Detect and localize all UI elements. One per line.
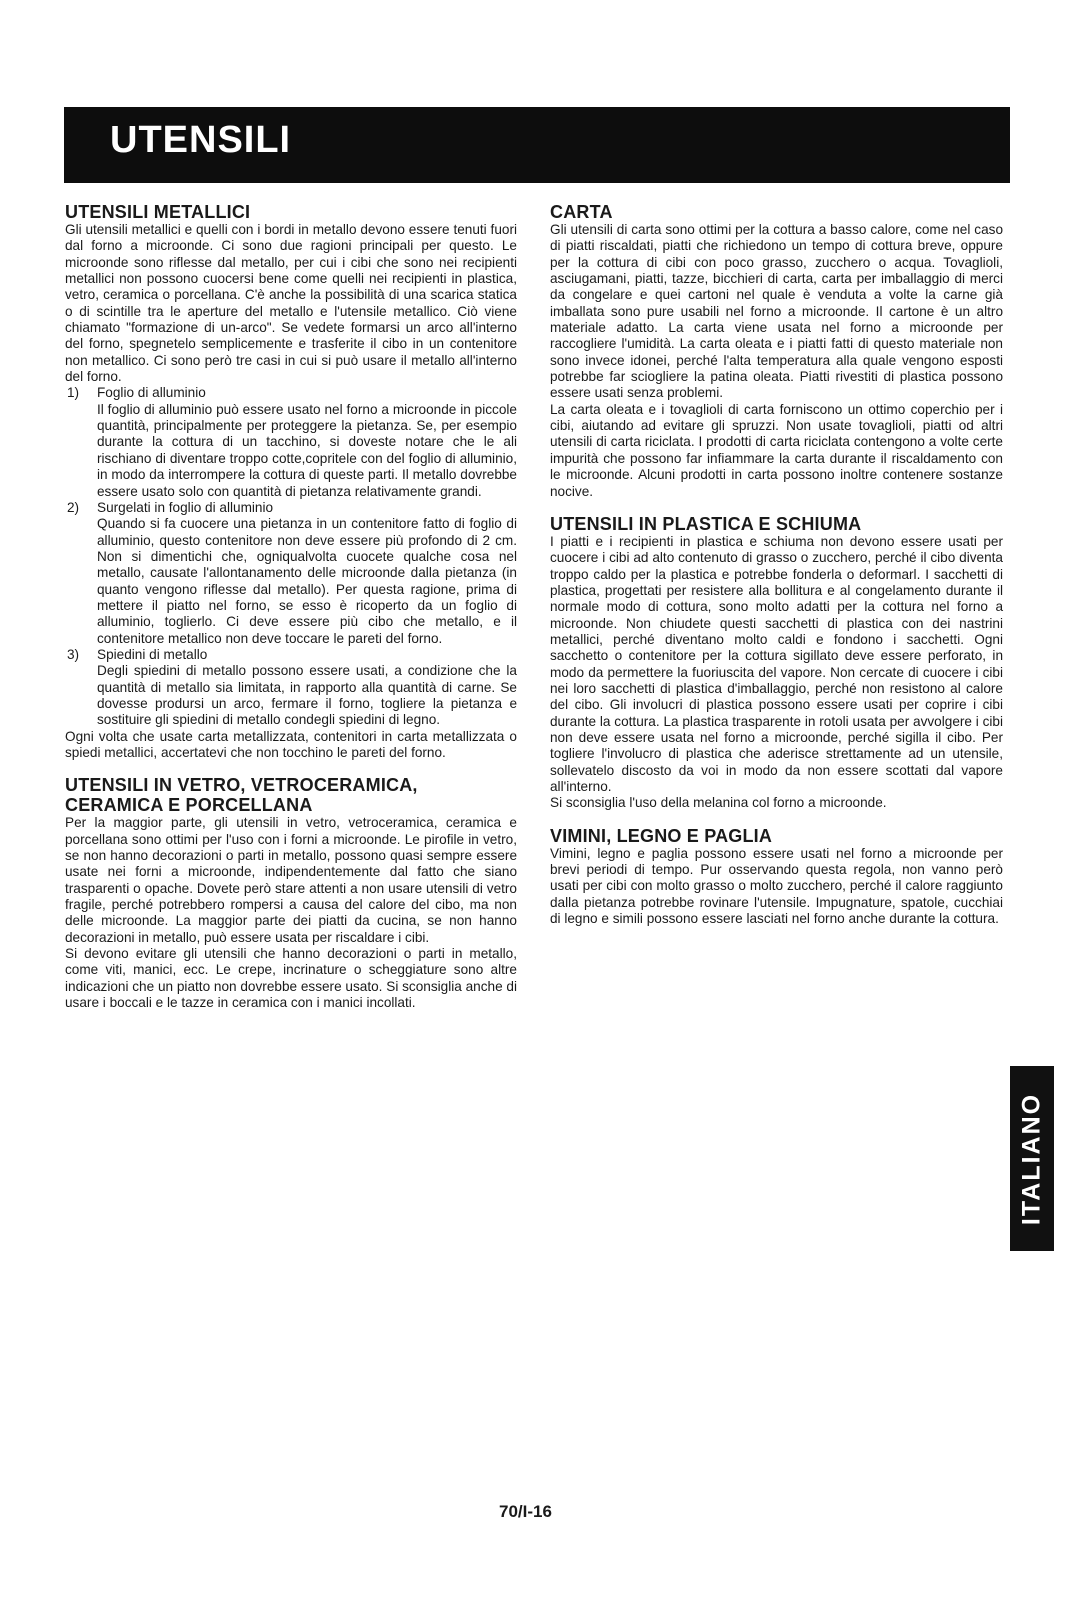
section-paragraph: I piatti e i recipienti in plastica e schiuma non devono essere usati per cuocere i cibi ad alto contenuto di grasso o zucchero, perché il cibo diventa troppo caldo per la plastica e potrebbe fonderla o deformarl. I sacchetti di plastica, progettati per resistere alla bollitura e al congelamento durante il normale modo di cottura, sono molto adatti per la cottura nel forno a microonde. Non chiudete questi sacchetti di plastica con dei nastrini metallici, perché diventano molto caldi e fondono i sacchetti. Ogni sacchetto o contenitore per la cottura sigillato deve essere perforato, in modo da permettere la fuoriuscita del vapore. Non cercate di cuocere i cibi nei loro sacchetti di plastica d'imballaggio, perché non resistono al calore del cibo. Gli involucri di plastica possono essere usati per coprire i cibi durante la cottura. La plastica trasparente in rotoli usata per avvolgere i cibi non deve essere usata nel forno a microonde, perché sigilla il cibo. Per togliere l'involucro di plastica che aderisce strettamente ad un utensile, sollevatelo discosto da voi in modo da non essere scottati dal vapore all'interno.	[550, 533, 1003, 794]
list-item	[65, 385, 517, 499]
section-paragraph: Si sconsiglia l'uso della melanina col forno a microonde.	[550, 795, 887, 811]
section-paragraph: Gli utensili metallici e quelli con i bordi in metallo devono essere tenuti fuori dal forno a microonde. Ci sono due ragioni principali per questo. Le microonde sono riflesse dal metallo, per cui i cibi che sono nei recipienti metallici non possono cuocersi bene come quelli nei recipienti in plastica, vetro, ceramica o porcellana. C'è anche la possibilità di una scarica statica o di scintille tra le aperture del metallo e l'utensile metallico. Ciò viene chiamato "formazione di un-arco". Se vedete formarsi un arco all'interno del forno, spegnetelo semplicemente e trasferite il cibo in un contenitore non metallico. Ci sono però tre casi in cui si può usare il metallo all'interno del forno.	[65, 222, 517, 385]
list-item-title: Surgelati in foglio di alluminio	[97, 499, 274, 515]
list-number: 3)	[67, 646, 80, 662]
language-label: ITALIANO	[1017, 1092, 1046, 1225]
list-item	[65, 647, 517, 729]
section-heading: UTENSILI IN PLASTICA E SCHIUMA	[550, 513, 862, 534]
list-item	[65, 500, 517, 647]
section-heading: UTENSILI IN VETRO, VETROCERAMICA, CERAMICA E PORCELLANA	[65, 775, 418, 816]
list-item-text: Quando si fa cuocere una pietanza in un contenitore fatto di foglio di alluminio, questo contenitore non deve essere più profondo di 2 cm. Non si dimentichi che, ogniqualvolta cuocete qualche cosa nel metallo, causate l'allontanamento delle microonde dalla pietanza (in quanto vengono riflesse dal metallo). Per questa ragione, prima di mettere il piatto nel forno, se esso è ricoperto da un foglio di alluminio, toglierlo. Ci deve essere più cibo che metallo, e il contenitore metallico non deve toccare le pareti del forno.	[97, 516, 517, 646]
list-item-title: Foglio di alluminio	[97, 385, 206, 401]
title-banner	[64, 107, 1010, 183]
section-glass-ceramic	[65, 775, 517, 1011]
section-metal-utensils	[65, 202, 517, 761]
page-number: 70/I-16	[499, 1502, 552, 1521]
list-item-text: Il foglio di alluminio può essere usato nel forno a microonde in piccole quantità, principalmente per proteggere la pietanza. Se, per esempio durante la cottura di un tacchino, si doveste notare che le ali rischiano di diventare troppo cotte,copritele con del foglio di alluminio, in modo da interrompere la cottura di queste parti. Il metallo dovrebbe essere usato solo con quantità di pietanza relativamente grandi.	[97, 401, 517, 499]
page-title: UTENSILI	[110, 119, 292, 161]
section-paragraph: La carta oleata e i tovaglioli di carta forniscono un ottimo coperchio per i cibi, aiutando ad evitare gli spruzzi. Non usate tovaglioli, piatti od altri utensili di carta riciclata. I prodotti di carta riciclata contengono a volte certe impurità che possono far infiammare la carta durante il riscaldamento con le microonde. Alcuni prodotti in carta possono inoltre contenere sostanze nocive.	[550, 401, 1003, 499]
section-heading: CARTA	[550, 202, 613, 222]
section-paper	[550, 202, 1003, 500]
list-number: 1)	[67, 385, 80, 401]
language-tab	[1010, 1066, 1054, 1251]
exception-list	[65, 385, 517, 728]
left-column	[65, 202, 517, 1011]
section-wicker-wood	[550, 826, 1003, 928]
section-paragraph: Vimini, legno e paglia possono essere usati nel forno a microonde per brevi periodi di tempo. Pur osservando questa regola, non vanno però usati per cibi con molto grasso o molto zucchero, perché il calore raggiunto dalla pietanza potrebbe rovinare l'utensile. Impugnature, spatole, cucchiai di legno e simili possono essere lasciati nel forno anche durante la cottura.	[550, 845, 1003, 927]
section-paragraph: Ogni volta che usate carta metallizzata, contenitori in carta metallizzata o spiedi metallici, accertatevi che non tocchino le pareti del forno.	[65, 728, 517, 760]
section-paragraph: Si devono evitare gli utensili che hanno decorazioni o parti in metallo, come viti, manici, ecc. Le crepe, incrinature o scheggiature sono altre indicazioni che un piatto non dovrebbe essere usato. Si sconsiglia anche di usare i boccali e le tazze in ceramica con i manici incollati.	[65, 946, 517, 1011]
right-column	[550, 202, 1003, 927]
section-heading: UTENSILI METALLICI	[65, 202, 251, 222]
list-item-title: Spiedini di metallo	[97, 646, 208, 662]
section-paragraph: Per la maggior parte, gli utensili in vetro, vetroceramica, ceramica e porcellana sono ottimi per l'uso con i forni a microonde. Le pirofile in vetro, se non hanno decorazioni o parti in metallo, possono quasi sempre essere usate nei forni a microonde, indipendentemente dal fatto che siano trasparenti o opache. Dovete però stare attenti a non usare utensili di vetro fragile, perché potrebbero rompersi a causa del calore del cibo, ma non delle microonde. La maggior parte dei piatti da cucina, se non hanno decorazioni in metallo, può essere usata per riscaldare i cibi.	[65, 815, 517, 945]
section-paragraph: Gli utensili di carta sono ottimi per la cottura a basso calore, come nel caso di piatti riscaldati, piatti che richiedono un tempo di cottura breve, oppure per la cottura di cibi con poco grasso, zucchero o acqua. Tovaglioli, asciugamani, piatti, tazze, bicchieri di carta, carta per imballaggio di merci da congelare e quei cartoni nel quale è venduta a volte la carne già imballata sono pure usabili nel forno a microonde. Il cartone è un altro materiale adatto. La carta viene usata nel forno a microonde per raccogliere l'umidità. La carta oleata e i piatti fatti di questo materiale non sono invece idonei, perché l'alta temperatura alla quale vengono esposti potrebbe far sciogliere la patina oleata. Piatti rivestiti di plastica possono essere usati senza problemi.	[550, 222, 1003, 401]
list-item-text: Degli spiedini di metallo possono essere usati, a condizione che la quantità di metallo sia limitata, in rapporto alla quantità di carne. Se dovesse prodursi un arco, fermare il forno, togliere la pietanza e sostituire gli spiedini di metallo condegli spiedini di legno.	[97, 663, 517, 728]
section-plastic-foam	[550, 514, 1003, 812]
section-heading: VIMINI, LEGNO E PAGLIA	[550, 825, 773, 846]
list-number: 2)	[67, 499, 80, 515]
